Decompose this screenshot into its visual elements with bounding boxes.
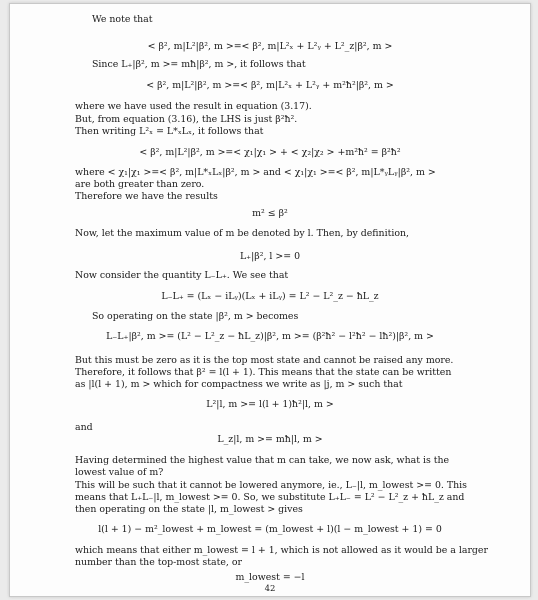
text-line: But this must be zero as it is the top most state and cannot be raised any more. — [75, 355, 454, 366]
text-line: where < χ₁|χ₁ >=< β², m|L*ₓLₓ|β², m > and < χ₁|χ₁ >=< β², m|L*ᵧLᵧ|β², m > — [75, 167, 436, 178]
text-line: Therefore we have the results — [75, 191, 218, 202]
text-line: So operating on the state |β², m > becomes — [92, 311, 299, 322]
text-line: lowest value of m? — [75, 467, 164, 478]
text-line: as |l(l + 1), m > which for compactness we write as |j, m > such that — [75, 379, 403, 390]
text-line: where we have used the result in equation (3.17). — [75, 101, 312, 112]
text-line: Since L₊|β², m >= mħ|β², m >, it follows that — [92, 59, 306, 70]
equation: < β², m|L²|β², m >=< β², m|L²ₓ + L²ᵧ + L²_z|β², m > — [147, 41, 393, 52]
equation: L₊|β², l >= 0 — [239, 251, 301, 262]
text-line: We note that — [92, 14, 153, 25]
document-page — [9, 3, 531, 597]
text-line: Then writing L²ₓ = L*ₓLₓ, it follows that — [75, 126, 264, 137]
equation: L_z|l, m >= mħ|l, m > — [217, 434, 323, 445]
text-line: Therefore, it follows that β² = l(l + 1). This means that the state can be written — [75, 367, 452, 378]
equation: L₋L₊|β², m >= (L² − L²_z − ħL_z)|β², m >= (β²ħ² − l²ħ² − lħ²)|β², m > — [106, 331, 434, 342]
equation: < β², m|L²|β², m >=< β², m|L²ₓ + L²ᵧ + m²ħ²|β², m > — [146, 80, 394, 91]
equation: L²|l, m >= l(l + 1)ħ²|l, m > — [206, 399, 334, 410]
text-line: This will be such that it cannot be lowered anymore, ie., L₋|l, m_lowest >= 0. This — [75, 480, 467, 491]
equation: m_lowest = −l — [235, 572, 305, 583]
text-line: Having determined the highest value that m can take, we now ask, what is the — [75, 455, 450, 466]
text-line: and — [75, 422, 93, 433]
text-line: which means that either m_lowest = l + 1, which is not allowed as it would be a larger — [75, 545, 488, 556]
text-line: means that L₊L₋|l, m_lowest >= 0. So, we substitute L₊L₋ = L² − L²_z + ħL_z and — [75, 492, 465, 503]
text-line: are both greater than zero. — [75, 179, 205, 190]
text-line: then operating on the state |l, m_lowest > gives — [75, 504, 303, 515]
text-line: But, from equation (3.16), the LHS is just β²ħ². — [75, 114, 298, 125]
text-line: Now, let the maximum value of m be denoted by l. Then, by definition, — [75, 228, 409, 239]
text-line: number than the top-most state, or — [75, 557, 242, 568]
equation: m² ≤ β² — [252, 208, 288, 219]
equation: < β², m|L²|β², m >=< χ₁|χ₁ > + < χ₂|χ₂ > +m²ħ² = β²ħ² — [139, 147, 401, 158]
equation: l(l + 1) − m²_lowest + m_lowest = (m_lowest + l)(l − m_lowest + 1) = 0 — [98, 524, 442, 535]
text-line: Now consider the quantity L₋L₊. We see that — [75, 270, 289, 281]
equation: L₋L₊ = (Lₓ − iLᵧ)(Lₓ + iLᵧ) = L² − L²_z − ħL_z — [161, 291, 379, 302]
page-number: 42 — [264, 584, 276, 594]
